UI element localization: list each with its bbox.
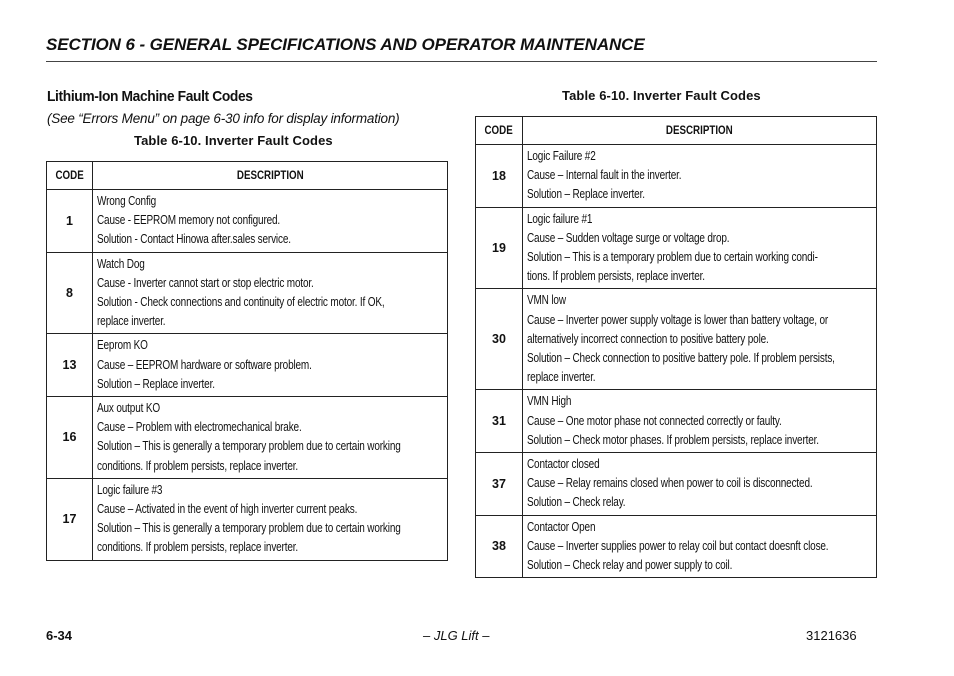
fault-detail-line: Cause - EEPROM memory not configured.: [97, 213, 281, 228]
fault-name: Logic Failure #2: [527, 149, 596, 163]
fault-detail-line: Cause – Inverter supplies power to relay coil but contact doesnft close.: [527, 538, 829, 553]
fault-detail-line: Solution – Replace inverter.: [527, 187, 645, 202]
fault-detail-line: conditions. If problem persists, replace inverter.: [97, 540, 298, 555]
table-row: [47, 334, 448, 397]
fault-detail-line: Cause – Inverter power supply voltage is lower than battery voltage, or: [527, 312, 829, 327]
table-row: [476, 145, 877, 208]
fault-code-cell: 30: [476, 289, 523, 390]
fault-detail-line: Cause – Relay remains closed when power to coil is disconnected.: [527, 476, 813, 491]
fault-name: VMN High: [527, 394, 572, 409]
inverter-fault-table-right: [475, 116, 877, 578]
fault-name: VMN low: [527, 293, 566, 308]
table-row: [476, 207, 877, 289]
table-row: [47, 190, 448, 253]
fault-detail-line: alternatively incorrect connection to positive battery pole.: [527, 331, 769, 346]
fault-detail-line: Cause – Activated in the event of high inverter current peaks.: [97, 502, 358, 517]
fault-detail-line: Solution - Contact Hinowa after.sales service.: [97, 232, 291, 247]
fault-detail-line: conditions. If problem persists, replace inverter.: [97, 458, 298, 473]
fault-detail-line: Cause – Internal fault in the inverter.: [527, 168, 682, 183]
fault-description-cell: [523, 145, 877, 208]
fault-code-cell: 31: [476, 390, 523, 453]
table-row: [476, 453, 877, 516]
fault-name: Eeprom KO: [97, 338, 148, 353]
left-table-caption: Table 6-10. Inverter Fault Codes: [134, 133, 333, 148]
fault-detail-line: Solution – Check connection to positive battery pole. If problem persists,: [527, 351, 835, 366]
fault-code-cell: 38: [476, 515, 523, 578]
section-title: SECTION 6 - GENERAL SPECIFICATIONS AND OPERATOR MAINTENANCE: [46, 35, 645, 54]
fault-detail-line: Solution – Check motor phases. If problem persists, replace inverter.: [527, 432, 819, 447]
description-column-header: DESCRIPTION: [523, 117, 877, 145]
code-column-header: CODE: [476, 117, 523, 145]
fault-detail-line: replace inverter.: [527, 370, 596, 385]
table-row: [47, 252, 448, 334]
fault-description-cell: [93, 397, 448, 479]
fault-detail-line: Cause – EEPROM hardware or software problem.: [97, 357, 312, 372]
fault-detail-line: Cause – Problem with electromechanical brake.: [97, 420, 302, 435]
fault-name: Logic failure #1: [527, 211, 593, 226]
code-column-header: CODE: [47, 162, 93, 190]
display-info-note: (See “Errors Menu” on page 6-30 info for display information): [47, 111, 400, 126]
fault-name: Aux output KO: [97, 401, 160, 416]
table-header-row: [47, 162, 448, 190]
fault-detail-line: Solution – Replace inverter.: [97, 376, 215, 391]
fault-description-cell: [523, 207, 877, 289]
table-row: [476, 390, 877, 453]
page-number: 6-34: [46, 628, 73, 643]
fault-description-cell: [523, 453, 877, 516]
fault-detail-line: Solution – This is generally a temporary problem due to certain working: [97, 439, 401, 454]
table-row: [47, 478, 448, 560]
right-table-caption: Table 6-10. Inverter Fault Codes: [562, 88, 761, 103]
fault-detail-line: Solution – Check relay.: [527, 495, 626, 510]
fault-name: Wrong Config: [97, 194, 157, 208]
fault-detail-line: Solution – This is generally a temporary problem due to certain working: [97, 521, 401, 536]
inverter-fault-table-left: [46, 161, 448, 561]
fault-code-cell: 13: [47, 334, 93, 397]
fault-description-cell: [93, 252, 448, 334]
table-row: [476, 515, 877, 578]
fault-code-cell: 18: [476, 145, 523, 208]
fault-name: Logic failure #3: [97, 482, 163, 497]
fault-detail-line: tions. If problem persists, replace inverter.: [527, 269, 705, 284]
fault-detail-line: Solution – Check relay and power supply to coil.: [527, 558, 733, 573]
fault-code-cell: 8: [47, 252, 93, 334]
fault-name: Contactor Open: [527, 519, 596, 534]
fault-detail-line: Cause – Sudden voltage surge or voltage drop.: [527, 230, 730, 245]
fault-detail-line: Solution – This is a temporary problem due to certain working condi-: [527, 250, 818, 265]
description-column-header: DESCRIPTION: [93, 162, 448, 190]
fault-name: Contactor closed: [527, 457, 600, 472]
fault-detail-line: Solution - Check connections and continuity of electric motor. If OK,: [97, 295, 385, 310]
fault-description-cell: [93, 478, 448, 560]
fault-description-cell: [523, 390, 877, 453]
document-number: 3121636: [806, 628, 857, 643]
section-heading: Lithium-Ion Machine Fault Codes: [47, 88, 253, 105]
fault-code-cell: 1: [47, 190, 93, 253]
header-rule: [46, 61, 877, 62]
fault-code-cell: 37: [476, 453, 523, 516]
fault-name: Watch Dog: [97, 256, 145, 271]
table-row: [47, 397, 448, 479]
fault-description-cell: [523, 515, 877, 578]
fault-detail-line: Cause - Inverter cannot start or stop electric motor.: [97, 275, 314, 290]
fault-code-cell: 17: [47, 478, 93, 560]
fault-code-cell: 16: [47, 397, 93, 479]
table-header-row: [476, 117, 877, 145]
fault-description-cell: [523, 289, 877, 390]
fault-detail-line: replace inverter.: [97, 314, 166, 329]
fault-detail-line: Cause – One motor phase not connected correctly or faulty.: [527, 413, 782, 428]
brand-footer: – JLG Lift –: [423, 628, 490, 643]
fault-description-cell: [93, 334, 448, 397]
table-row: [476, 289, 877, 390]
fault-code-cell: 19: [476, 207, 523, 289]
fault-description-cell: [93, 190, 448, 253]
